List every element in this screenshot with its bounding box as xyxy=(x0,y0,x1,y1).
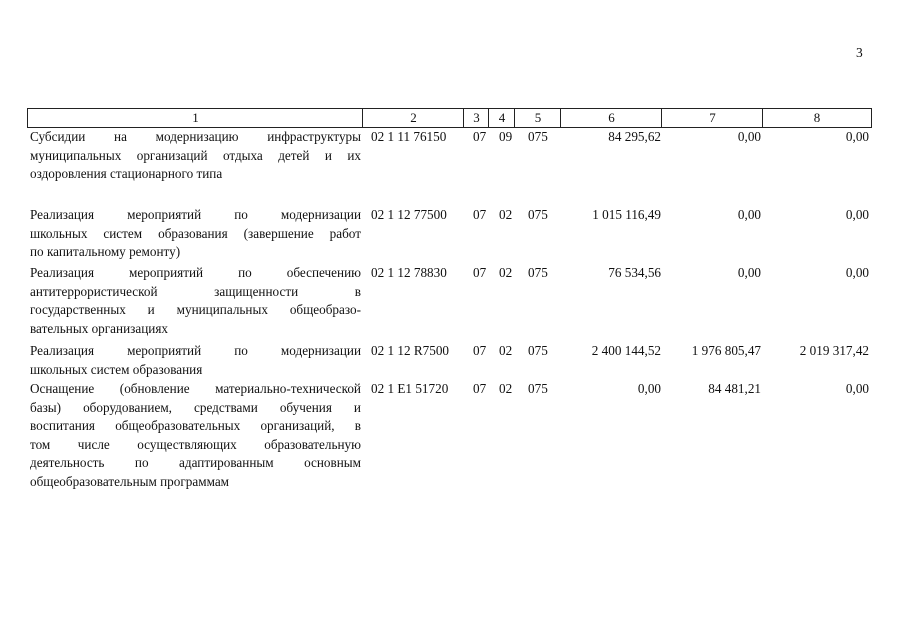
row-col-6: 84 295,62 xyxy=(608,129,661,144)
row-code: 02 1 12 78830 xyxy=(371,265,447,280)
row-col-7: 84 481,21 xyxy=(708,381,761,396)
row-col-3: 07 xyxy=(473,343,487,358)
row-col-3: 07 xyxy=(473,381,487,396)
row-col-8: 0,00 xyxy=(845,265,869,280)
row-col-5: 075 xyxy=(528,207,548,222)
row-col-7: 0,00 xyxy=(737,129,761,144)
description-line: школьных систем образования xyxy=(30,361,203,377)
row-col-7: 0,00 xyxy=(737,265,761,280)
header-col-8: 8 xyxy=(762,108,872,128)
row-col-6: 1 015 116,49 xyxy=(592,207,661,222)
description-line: Реализация мероприятий по модернизации xyxy=(30,207,361,222)
description-line: государственных и муниципальных общеобразо- xyxy=(30,302,361,318)
description-line: школьных систем образования (завершение работ xyxy=(30,225,361,241)
row-col-3: 07 xyxy=(473,129,487,144)
header-col-6: 6 xyxy=(560,108,662,128)
row-description xyxy=(30,206,361,262)
header-col-2: 2 xyxy=(362,108,464,128)
description-line: Оснащение (обновление материально-технической xyxy=(30,381,361,396)
description-line: Реализация мероприятий по модернизации xyxy=(30,343,361,358)
description-line: базы) оборудованием, средствами обучения и xyxy=(30,399,361,415)
row-col-4: 02 xyxy=(499,343,513,358)
row-col-5: 075 xyxy=(528,343,548,358)
row-col-3: 07 xyxy=(473,265,487,280)
description-line: воспитания общеобразовательных организаций, в xyxy=(30,418,361,434)
header-col-7: 7 xyxy=(661,108,763,128)
row-description xyxy=(30,128,361,184)
row-description xyxy=(30,342,361,379)
header-col-1: 1 xyxy=(27,108,363,128)
row-col-8: 0,00 xyxy=(845,381,869,396)
row-col-5: 075 xyxy=(528,265,548,280)
row-code: 02 1 12 77500 xyxy=(371,207,447,222)
row-col-7: 0,00 xyxy=(737,207,761,222)
description-line: Реализация мероприятий по обеспечению xyxy=(30,265,361,280)
row-description xyxy=(30,264,361,338)
row-col-5: 075 xyxy=(528,381,548,396)
row-col-8: 2 019 317,42 xyxy=(799,343,869,358)
row-col-5: 075 xyxy=(528,129,548,144)
row-col-8: 0,00 xyxy=(845,129,869,144)
description-line: муниципальных организаций отдыха детей и их xyxy=(30,147,361,163)
row-description xyxy=(30,380,361,492)
row-code: 02 1 12 R7500 xyxy=(371,343,450,358)
description-line: вательных организациях xyxy=(30,320,168,336)
row-col-6: 2 400 144,52 xyxy=(591,343,661,358)
row-code: 02 1 11 76150 xyxy=(371,129,447,144)
row-col-7: 1 976 805,47 xyxy=(691,343,761,358)
header-col-4: 4 xyxy=(488,108,515,128)
description-line: антитеррористической защищенности в xyxy=(30,283,361,299)
row-col-3: 07 xyxy=(473,207,487,222)
header-col-5: 5 xyxy=(514,108,561,128)
row-col-8: 0,00 xyxy=(845,207,869,222)
page-number: 3 xyxy=(856,45,863,60)
row-col-4: 02 xyxy=(499,381,513,396)
description-line: Субсидии на модернизацию инфраструктуры xyxy=(30,129,361,144)
table-header-row xyxy=(27,108,871,127)
row-col-4: 02 xyxy=(499,265,513,280)
description-line: оздоровления стационарного типа xyxy=(30,166,223,182)
row-col-4: 02 xyxy=(499,207,513,222)
description-line: том числе осуществляющих образовательную xyxy=(30,436,361,452)
description-line: деятельность по адаптированным основным xyxy=(30,455,361,471)
row-col-6: 0,00 xyxy=(637,381,661,396)
header-col-3: 3 xyxy=(463,108,489,128)
row-col-6: 76 534,56 xyxy=(608,265,661,280)
row-col-4: 09 xyxy=(499,129,513,144)
description-line: общеобразовательным программам xyxy=(30,473,230,489)
description-line: по капитальному ремонту) xyxy=(30,244,181,260)
row-code: 02 1 E1 51720 xyxy=(371,381,449,396)
